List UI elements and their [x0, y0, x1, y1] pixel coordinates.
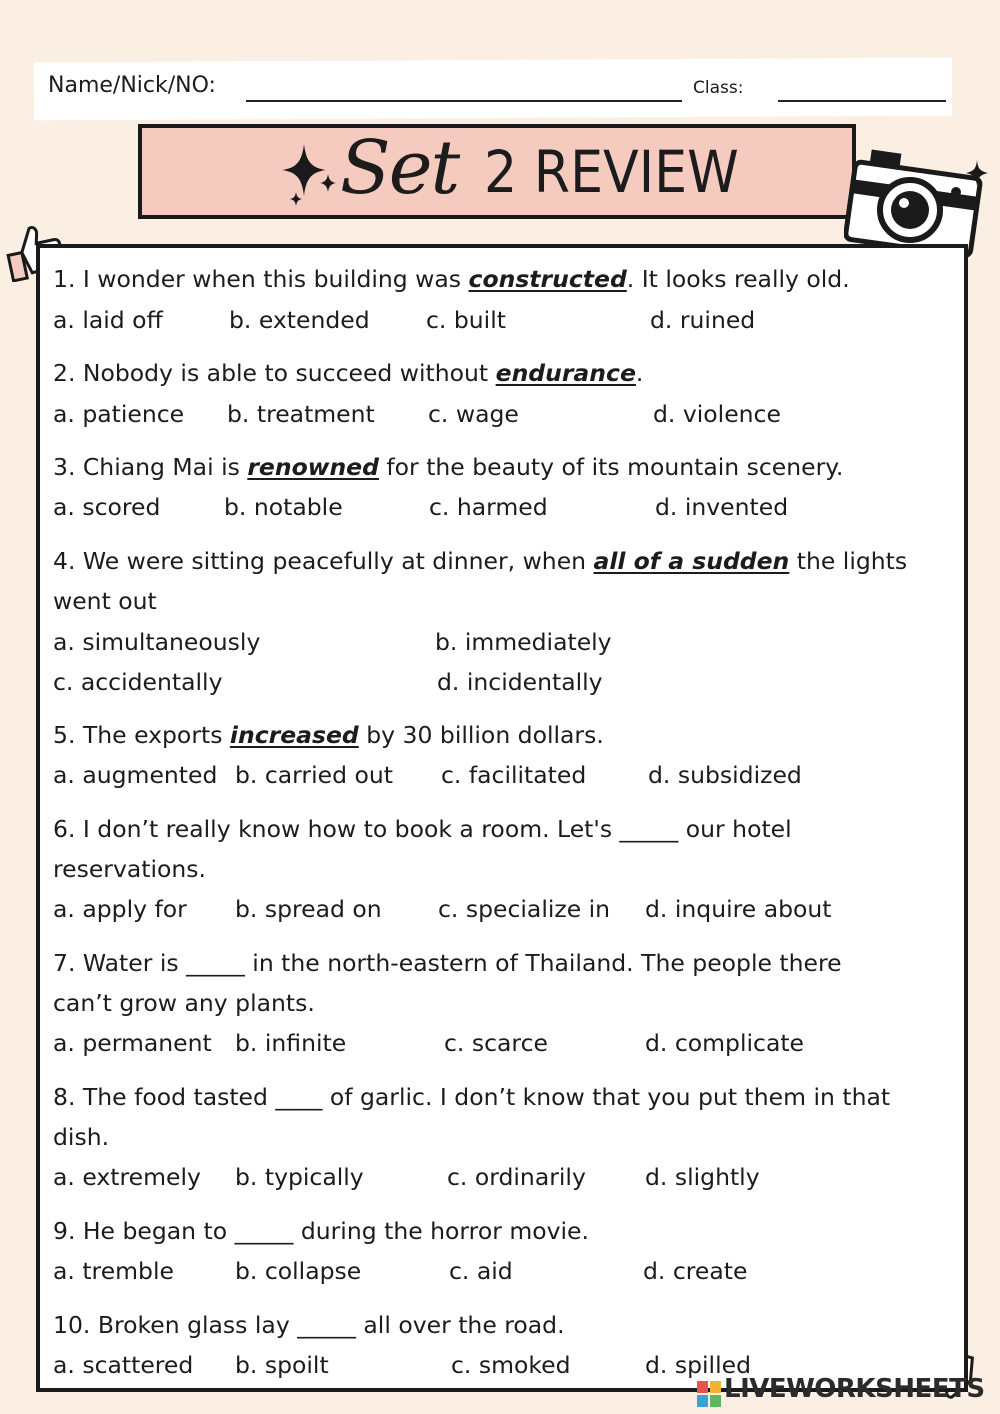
option-b[interactable]: b. notable: [224, 493, 343, 521]
option-a[interactable]: a. extremely: [53, 1163, 201, 1191]
question-text: . It looks really old.: [626, 265, 850, 293]
option-c[interactable]: c. accidentally: [53, 668, 223, 696]
option-d[interactable]: d. ruined: [650, 306, 756, 334]
question-6: 6. I don’t really know how to book a room. Let's _____ our hotel: [53, 815, 792, 843]
option-d[interactable]: d. incidentally: [437, 668, 603, 696]
option-c[interactable]: c. facilitated: [441, 761, 587, 789]
question-text: 2. Nobody is able to succeed without: [53, 359, 496, 387]
question-text: 1. I wonder when this building was: [53, 265, 469, 293]
question-text: .: [635, 359, 644, 387]
option-b[interactable]: b. carried out: [235, 761, 393, 789]
keyword: increased: [229, 721, 359, 749]
option-b[interactable]: b. immediately: [435, 628, 612, 656]
question-text: the lights: [789, 547, 908, 575]
title-script: Set: [340, 125, 459, 211]
watermark: LIVEWORKSHEETS: [724, 1374, 985, 1404]
option-c[interactable]: c. ordinarily: [447, 1163, 586, 1191]
liveworksheets-logo-icon: [697, 1381, 721, 1407]
option-c[interactable]: c. harmed: [429, 493, 548, 521]
name-label: Name/Nick/NO:: [48, 73, 216, 98]
option-c[interactable]: c. specialize in: [438, 895, 611, 923]
question-4-line-2: went out: [53, 587, 157, 615]
option-d[interactable]: d. spilled: [645, 1351, 751, 1379]
option-c[interactable]: c. built: [426, 306, 506, 334]
option-c[interactable]: c. smoked: [451, 1351, 571, 1379]
option-c[interactable]: c. wage: [428, 400, 519, 428]
keyword: endurance: [495, 359, 636, 387]
option-b[interactable]: b. spread on: [235, 895, 382, 923]
option-c[interactable]: c. aid: [449, 1257, 513, 1285]
option-a[interactable]: a. patience: [53, 400, 185, 428]
question-7-line-2: can’t grow any plants.: [53, 989, 315, 1017]
option-c[interactable]: c. scarce: [444, 1029, 548, 1057]
option-a[interactable]: a. augmented: [53, 761, 218, 789]
question-2: [53, 358, 643, 388]
question-3: [53, 452, 843, 482]
option-d[interactable]: d. invented: [655, 493, 789, 521]
question-5: [53, 720, 604, 750]
option-d[interactable]: d. slightly: [645, 1163, 760, 1191]
question-8-line-2: dish.: [53, 1123, 110, 1151]
keyword: renowned: [247, 453, 379, 481]
keyword: all of a sudden: [593, 547, 790, 575]
option-a[interactable]: a. laid off: [53, 306, 163, 334]
question-text: 4. We were sitting peacefully at dinner, when: [53, 547, 594, 575]
class-input-line[interactable]: [778, 100, 946, 102]
option-d[interactable]: d. violence: [653, 400, 781, 428]
option-a[interactable]: a. apply for: [53, 895, 187, 923]
question-text: 3. Chiang Mai is: [53, 453, 248, 481]
option-b[interactable]: b. spoilt: [235, 1351, 329, 1379]
option-b[interactable]: b. collapse: [235, 1257, 362, 1285]
question-text: 5. The exports: [53, 721, 230, 749]
option-a[interactable]: a. simultaneously: [53, 628, 261, 656]
option-d[interactable]: d. create: [643, 1257, 748, 1285]
question-7: 7. Water is _____ in the north-eastern of Thailand. The people there: [53, 949, 842, 977]
option-a[interactable]: a. tremble: [53, 1257, 174, 1285]
name-input-line[interactable]: [246, 100, 682, 102]
option-b[interactable]: b. extended: [229, 306, 370, 334]
option-a[interactable]: a. scored: [53, 493, 161, 521]
page-title: 2 REVIEW: [484, 138, 739, 206]
question-text: by 30 billion dollars.: [358, 721, 604, 749]
sparkle-icon: [966, 160, 988, 186]
class-label: Class:: [693, 78, 744, 98]
option-b[interactable]: b. infinite: [235, 1029, 347, 1057]
option-b[interactable]: b. treatment: [227, 400, 375, 428]
keyword: constructed: [468, 265, 627, 293]
question-6-line-2: reservations.: [53, 855, 207, 883]
option-d[interactable]: d. complicate: [645, 1029, 805, 1057]
question-1: [53, 264, 850, 294]
question-8: 8. The food tasted ____ of garlic. I don’t know that you put them in that: [53, 1083, 891, 1111]
question-10: 10. Broken glass lay _____ all over the road.: [53, 1311, 565, 1339]
option-d[interactable]: d. subsidized: [648, 761, 802, 789]
option-a[interactable]: a. scattered: [53, 1351, 194, 1379]
option-d[interactable]: d. inquire about: [645, 895, 832, 923]
question-4: [53, 546, 907, 576]
option-a[interactable]: a. permanent: [53, 1029, 212, 1057]
sparkle-icon: [282, 140, 338, 206]
option-b[interactable]: b. typically: [235, 1163, 364, 1191]
question-text: for the beauty of its mountain scenery.: [378, 453, 844, 481]
question-9: 9. He began to _____ during the horror movie.: [53, 1217, 589, 1245]
